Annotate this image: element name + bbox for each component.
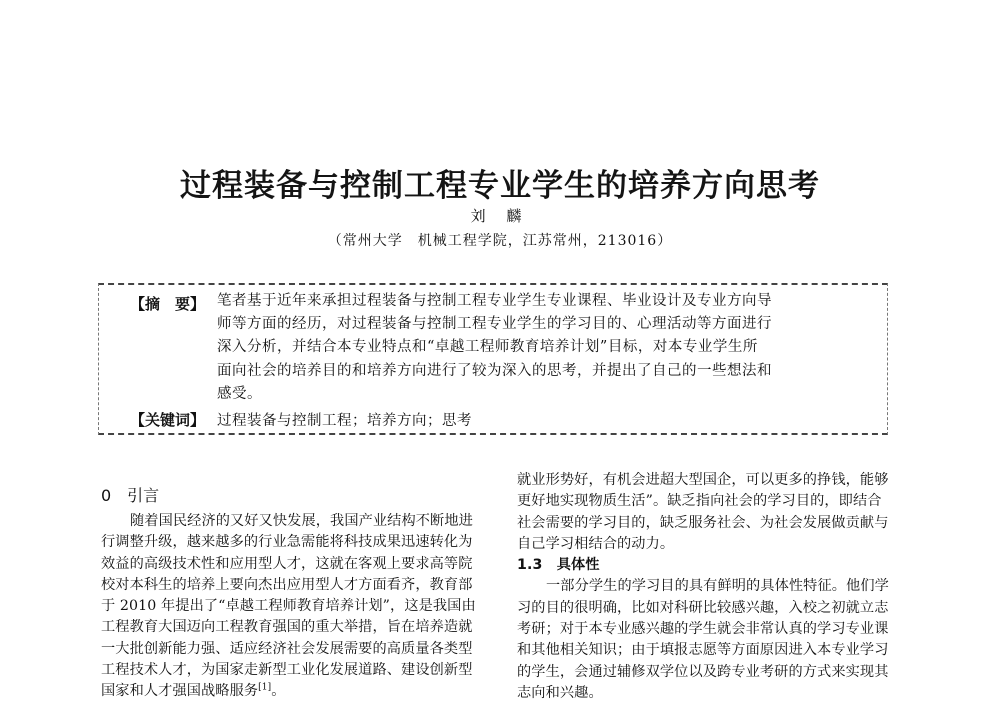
body-line: 更好地实现物质生活”。缺乏指向社会的学习目的，即结合: [517, 493, 882, 510]
body-line: 自己学习相结合的动力。: [517, 535, 675, 552]
body-line: 工程技术人才，为国家走新型工业化发展道路、建设创新型: [101, 662, 473, 679]
abstract-label: 【摘 要】: [130, 295, 206, 313]
body-left-column: [101, 511, 493, 703]
subsection-heading: 1.3 具体性: [517, 557, 600, 574]
body-line: 社会需要的学习目的，缺乏服务社会、为社会发展做贡献与: [517, 514, 889, 531]
body-line: 工程教育大国迈向工程教育强国的重大举措，旨在培养造就: [101, 619, 473, 636]
keywords-text: 过程装备与控制工程；培养方向；思考: [217, 413, 472, 429]
body-line: [101, 681, 493, 702]
keywords-label: 【关键词】: [130, 411, 206, 429]
body-line: 一部分学生的学习目的具有鲜明的具体性特征。他们学: [546, 578, 889, 595]
body-line-text: 国家和人才强国战略服务: [101, 683, 259, 700]
body-line: 志向和兴趣。: [517, 684, 603, 701]
abstract-line: 深入分析，并结合本专业特点和“卓越工程师教育培养计划”目标，对本专业学生所: [217, 339, 758, 356]
body-line: 考研；对于本专业感兴趣的学生就会非常认真的学习专业课: [517, 621, 889, 638]
body-line: 行调整升级，越来越多的行业急需能将科技成果迅速转化为: [101, 534, 473, 551]
abstract-line: 面向社会的培养目的和培养方向进行了较为深入的思考，并提出了自己的一些想法和: [217, 362, 772, 379]
body-line: 一大批创新能力强、适应经济社会发展需要的高质量各类型: [101, 640, 473, 657]
paper-title: 过程装备与控制工程专业学生的培养方向思考: [180, 168, 820, 204]
section-heading-introduction: 0 引言: [101, 486, 160, 505]
citation-reference[interactable]: [1]: [258, 682, 272, 693]
body-line: 和其他相关知识；由于填报志愿等方面原因进入本专业学习: [517, 642, 889, 659]
author-affiliation: （常州大学 机械工程学院，江苏常州，213016）: [327, 233, 673, 249]
body-line: 的学生，会通过辅修双学位以及跨专业考研的方式来实现其: [517, 663, 889, 680]
abstract-line: 感受。: [217, 385, 262, 402]
body-line: 于 2010 年提出了“卓越工程师教育培养计划”，这是我国由: [101, 598, 476, 615]
abstract-line: 笔者基于近年来承担过程装备与控制工程专业学生专业课程、毕业设计及专业方向导: [217, 293, 772, 309]
body-line-punct: 。: [271, 683, 286, 700]
body-line: 习的目的很明确，比如对科研比较感兴趣，入校之初就立志: [517, 599, 889, 616]
body-line: 效益的高级技术性和应用型人才，这就在客观上要求高等院: [101, 555, 473, 572]
body-line: 校对本科生的培养上要向杰出应用型人才方面看齐，教育部: [101, 576, 473, 593]
body-right-column: [517, 470, 917, 704]
abstract-text: [217, 290, 877, 406]
abstract-line: 师等方面的经历，对过程装备与控制工程专业学生的学习目的、心理活动等方面进行: [217, 316, 772, 333]
body-line: 就业形势好，有机会进超大型国企，可以更多的挣钱，能够: [517, 472, 889, 488]
body-line: 随着国民经济的又好又快发展，我国产业结构不断地进: [130, 513, 473, 529]
author-name: 刘 麟: [470, 207, 530, 225]
